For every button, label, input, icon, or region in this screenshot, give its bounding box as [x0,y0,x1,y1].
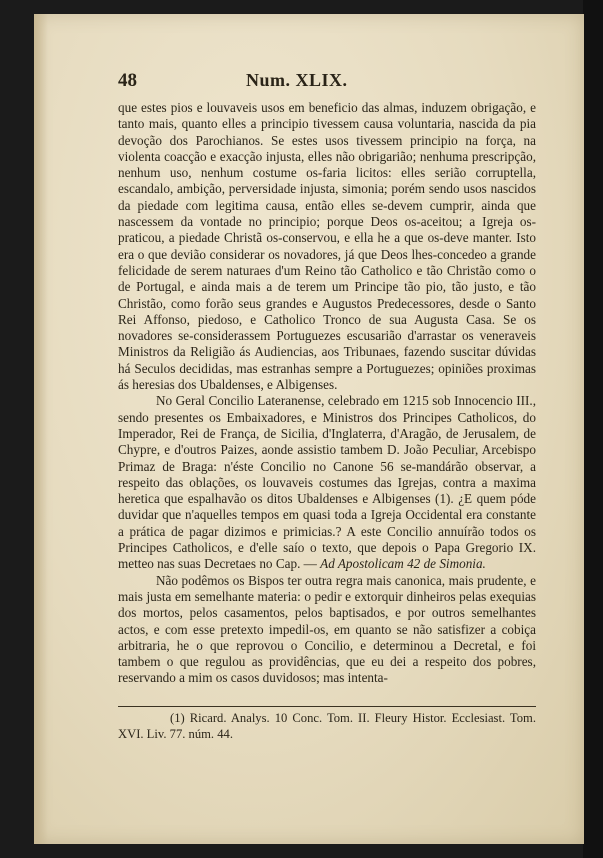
page-header [118,70,478,98]
page-number: 48 [118,70,137,91]
paragraph-3: Não podêmos os Bispos ter outra regra mais canonica, mais prudente, e mais justa em semelhante materia: o pedir e extorquir dinheiros pelas exequias dos mortos, pelos casamentos, pelos baptisados, e por outros semelhantes actos, e com esse pretexto impedil-os, em quanto se não satisfizer a cobiça arbitraria, he o que reprovou o Concilio, e determinou a Decretal, e foi tambem o que regulou as providências, que eu dei a respeito dos pobres, reservando a mim os casos duvidosos; mas intenta- [118,572,536,686]
footnote-rule [118,706,536,707]
running-head: Num. XLIX. [246,70,348,90]
paragraph-2-text: No Geral Concilio Lateranense, celebrado em 1215 sob Innocencio III., sendo presentes os Embaixadores, e Ministros dos Principes Catholicos, do Imperador, Rei de França, de Sicilia, d'Inglaterra, d'Aragão, de Jerusalem, de Chypre, e d'outros Paizes, aonde assistio tambem D. João Peculiar, Arcebispo Primaz de Braga: n'éste Concilio no Canone 56 se-mandárão observar, a respeito das oblações, os louvaveis costumes das Igrejas, contra a maxima heretica que espalhavão os ditos Ubaldenses e Albigenses (1). ¿E quem póde duvidar que n'aquelles tempos em quasi toda a Igreja Occidental era constante a prática de pagar dizimos e primicias.? A este Concilio annuírão todos os Principes Catholicos, e d'elle saío o texto, que depois o Papa Gregorio IX. metteo nas suas Decretaes no Cap. — [118,393,536,572]
footnote: (1) Ricard. Analys. 10 Conc. Tom. II. Fleury Histor. Ecclesiast. Tom. XVI. Liv. 77. núm. 44. [118,711,536,741]
main-text [118,100,536,687]
paragraph-1: que estes pios e louvaveis usos em beneficio das almas, induzem obrigação, e tanto mais, quanto elles a principio tivessem causa voluntaria, nascida da pia devoção dos Parochianos. Se estes usos tivessem principio na força, na violenta coacção e exacção injusta, elles não obrigarião; nenhuma prescripção, nenhum uso, nenhum costume os-faria licitos: elles serião corruptella, escandalo, ambição, perversidade injusta, simonia; porém sendo usos nascidos da piedade com legitima causa, então elles se-devem cumprir, ainda que nascessem da vontade no principio; porque Deos os-aceitou; a Igreja os-praticou, a piedade Christã os-conservou, e ella he a que os-deve manter. Isto era o que devião considerar os novadores, já que Deos lhes-concedeo a grande felicidade de serem naturaes d'um Reino tão Catholico e tão Christão como o de Portugal, e ainda mais a de terem um Principe tão pio, tão justo, e tão Christão, como forão seus grandes e Augustos Predecessores, desde o Santo Rei Affonso, piedoso, e Catholico Tronco de sua Augusta Casa. Se os novadores se-considerassem Portuguezes escusarião d'arrastar os veneraveis Ministros da Religião ás Audiencias, aos Tribunaes, fazendo suscitar dúvidas há Seculos decididas, mas estranhas sempre a Portuguezes; opiniões proximas ás heresias dos Ubaldenses, e Albigenses. [118,100,536,393]
paragraph-2 [118,393,536,572]
page-gutter-shadow [34,14,48,844]
decretal-citation: Ad Apostolicam 42 de Simonia. [320,556,486,572]
scan-background-strip [583,0,603,858]
